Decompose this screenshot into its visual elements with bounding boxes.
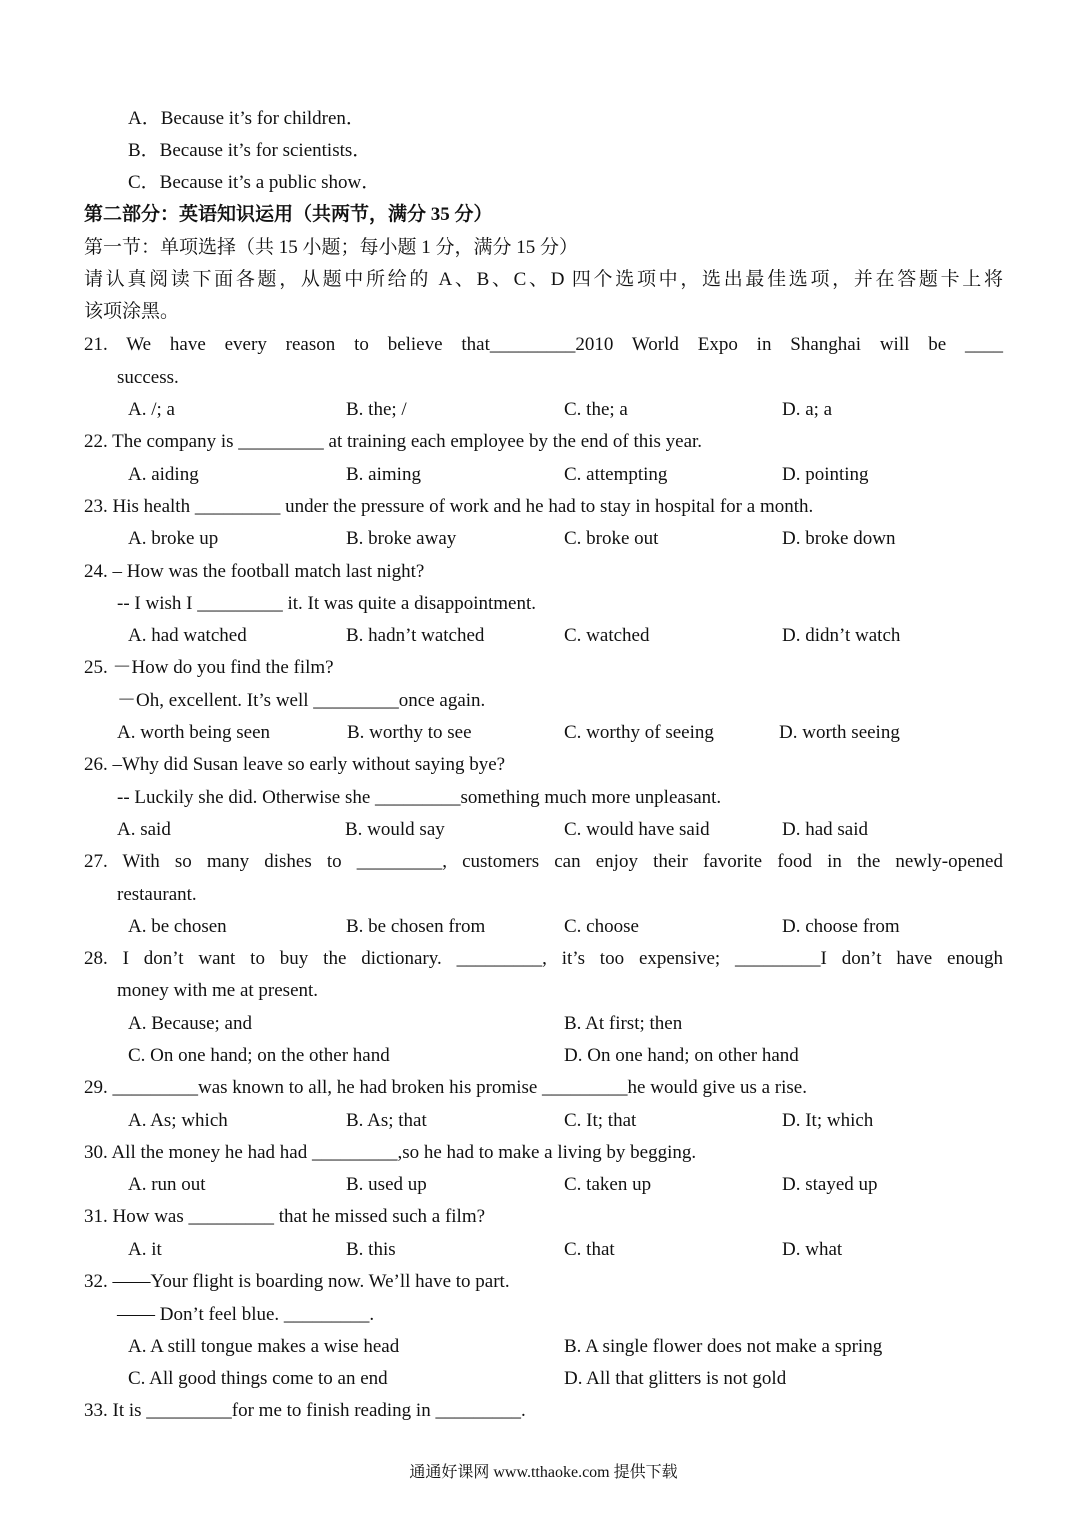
- option-c[interactable]: C. would have said: [564, 819, 710, 840]
- option-d[interactable]: D. a; a: [782, 399, 833, 420]
- question-27-stem: 27. With so many dishes to _________, customers can enjoy their favorite food in the newly-opened: [84, 851, 1003, 872]
- option-a[interactable]: A. be chosen: [128, 916, 227, 937]
- option-b[interactable]: B. hadn’t watched: [346, 625, 485, 646]
- question-27-options: [128, 913, 1003, 941]
- option-b[interactable]: B. would say: [345, 819, 445, 840]
- question-26-options: [117, 816, 1003, 844]
- option-c[interactable]: C. worthy of seeing: [564, 722, 714, 743]
- option-c[interactable]: C. All good things come to an end: [128, 1368, 388, 1389]
- question-21-options: [128, 396, 1003, 424]
- question-29-options: [128, 1107, 1003, 1135]
- question-28-stem-cont: money with me at present.: [117, 980, 319, 1001]
- option-a[interactable]: A. broke up: [128, 528, 219, 549]
- option-d[interactable]: D. worth seeing: [779, 722, 900, 743]
- prev-option-b: B．Because it’s for scientists．: [128, 140, 372, 161]
- option-c[interactable]: C. watched: [564, 625, 650, 646]
- option-a[interactable]: A. /; a: [128, 399, 175, 420]
- option-b[interactable]: B. used up: [346, 1174, 427, 1195]
- question-32-options-row-2: [128, 1365, 1003, 1393]
- section1-title: 第一节：单项选择（共 15 小题；每小题 1 分，满分 15 分）: [84, 237, 579, 258]
- option-a[interactable]: A. run out: [128, 1174, 206, 1195]
- question-25-stem-cont: －Oh, excellent. It’s well _________once again.: [117, 690, 486, 711]
- question-25-stem: 25. －How do you find the film?: [84, 657, 334, 678]
- question-32-stem: 32. ——Your flight is boarding now. We’ll have to part.: [84, 1271, 510, 1292]
- option-b[interactable]: B. At first; then: [564, 1013, 683, 1034]
- instructions-line-1: 请认真阅读下面各题，从题中所给的 A、B、C、D 四个选项中，选出最佳选项，并在答题卡上将: [84, 269, 1003, 290]
- question-27-stem-cont: restaurant.: [117, 884, 197, 905]
- option-d[interactable]: D. what: [782, 1239, 843, 1260]
- option-c[interactable]: C. attempting: [564, 464, 668, 485]
- question-30-options: [128, 1171, 1003, 1199]
- option-b[interactable]: B. A single flower does not make a spring: [564, 1336, 883, 1357]
- option-c[interactable]: C. It; that: [564, 1110, 637, 1131]
- option-b[interactable]: B. aiming: [346, 464, 421, 485]
- option-c[interactable]: C. broke out: [564, 528, 659, 549]
- option-b[interactable]: B. the; /: [346, 399, 407, 420]
- question-28-options-row-2: [128, 1042, 1003, 1070]
- question-30-stem: 30. All the money he had had _________,so he had to make a living by begging.: [84, 1142, 697, 1163]
- question-32-options-row-1: [128, 1333, 1003, 1361]
- option-b[interactable]: B. worthy to see: [347, 722, 472, 743]
- part2-title: 第二部分：英语知识运用（共两节，满分 35 分）: [84, 204, 493, 225]
- question-29-stem: 29. _________was known to all, he had broken his promise _________he would give us a rise.: [84, 1077, 807, 1098]
- option-d[interactable]: D. On one hand; on other hand: [564, 1045, 799, 1066]
- question-22-options: [128, 461, 1003, 489]
- option-d[interactable]: D. pointing: [782, 464, 869, 485]
- question-23-options: [128, 525, 1003, 553]
- question-24-options: [128, 622, 1003, 650]
- option-d[interactable]: D. had said: [782, 819, 869, 840]
- option-c[interactable]: C. On one hand; on the other hand: [128, 1045, 390, 1066]
- question-28-stem: 28. I don’t want to buy the dictionary. _________, it’s too expensive; _________I don’t have enough: [84, 948, 1003, 969]
- option-c[interactable]: C. taken up: [564, 1174, 652, 1195]
- option-b[interactable]: B. this: [346, 1239, 396, 1260]
- option-b[interactable]: B. be chosen from: [346, 916, 486, 937]
- question-21-stem-cont: success.: [117, 367, 179, 388]
- option-a[interactable]: A. Because; and: [128, 1013, 252, 1034]
- question-24-stem: 24. – How was the football match last night?: [84, 561, 425, 582]
- option-c[interactable]: C. choose: [564, 916, 639, 937]
- question-31-stem: 31. How was _________ that he missed such a film?: [84, 1206, 486, 1227]
- option-a[interactable]: A. said: [117, 819, 171, 840]
- question-28-options-row-1: [128, 1010, 1003, 1038]
- prev-option-c: C．Because it’s a public show．: [128, 172, 381, 193]
- option-d[interactable]: D. broke down: [782, 528, 896, 549]
- option-b[interactable]: B. broke away: [346, 528, 457, 549]
- option-c[interactable]: C. the; a: [564, 399, 628, 420]
- option-a[interactable]: A. A still tongue makes a wise head: [128, 1336, 400, 1357]
- option-d[interactable]: D. didn’t watch: [782, 625, 901, 646]
- question-25-options: [117, 719, 1003, 747]
- prev-option-a: A．Because it’s for children．: [128, 108, 365, 129]
- instructions-line-2: 该项涂黑。: [84, 301, 180, 322]
- question-23-stem: 23. His health _________ under the pressure of work and he had to stay in hospital for a month.: [84, 496, 814, 517]
- question-21-stem: 21. We have every reason to believe that_________2010 World Expo in Shanghai will be ____: [84, 334, 1003, 355]
- option-b[interactable]: B. As; that: [346, 1110, 427, 1131]
- question-31-options: [128, 1236, 1003, 1264]
- option-c[interactable]: C. that: [564, 1239, 615, 1260]
- option-d[interactable]: D. All that glitters is not gold: [564, 1368, 787, 1389]
- question-32-stem-cont: —— Don’t feel blue. _________.: [117, 1304, 375, 1325]
- option-a[interactable]: A. worth being seen: [117, 722, 271, 743]
- option-a[interactable]: A. it: [128, 1239, 162, 1260]
- option-d[interactable]: D. It; which: [782, 1110, 874, 1131]
- question-26-stem: 26. –Why did Susan leave so early without saying bye?: [84, 754, 506, 775]
- option-d[interactable]: D. choose from: [782, 916, 900, 937]
- option-a[interactable]: A. had watched: [128, 625, 247, 646]
- page-footer: 通通好课网 www.tthaoke.com 提供下载: [409, 1464, 678, 1481]
- option-d[interactable]: D. stayed up: [782, 1174, 878, 1195]
- question-26-stem-cont: -- Luckily she did. Otherwise she _________something much more unpleasant.: [117, 787, 722, 808]
- option-a[interactable]: A. aiding: [128, 464, 199, 485]
- question-33-stem: 33. It is _________for me to finish reading in _________.: [84, 1400, 526, 1421]
- option-a[interactable]: A. As; which: [128, 1110, 228, 1131]
- question-24-stem-cont: -- I wish I _________ it. It was quite a disappointment.: [117, 593, 536, 614]
- question-22-stem: 22. The company is _________ at training each employee by the end of this year.: [84, 431, 703, 452]
